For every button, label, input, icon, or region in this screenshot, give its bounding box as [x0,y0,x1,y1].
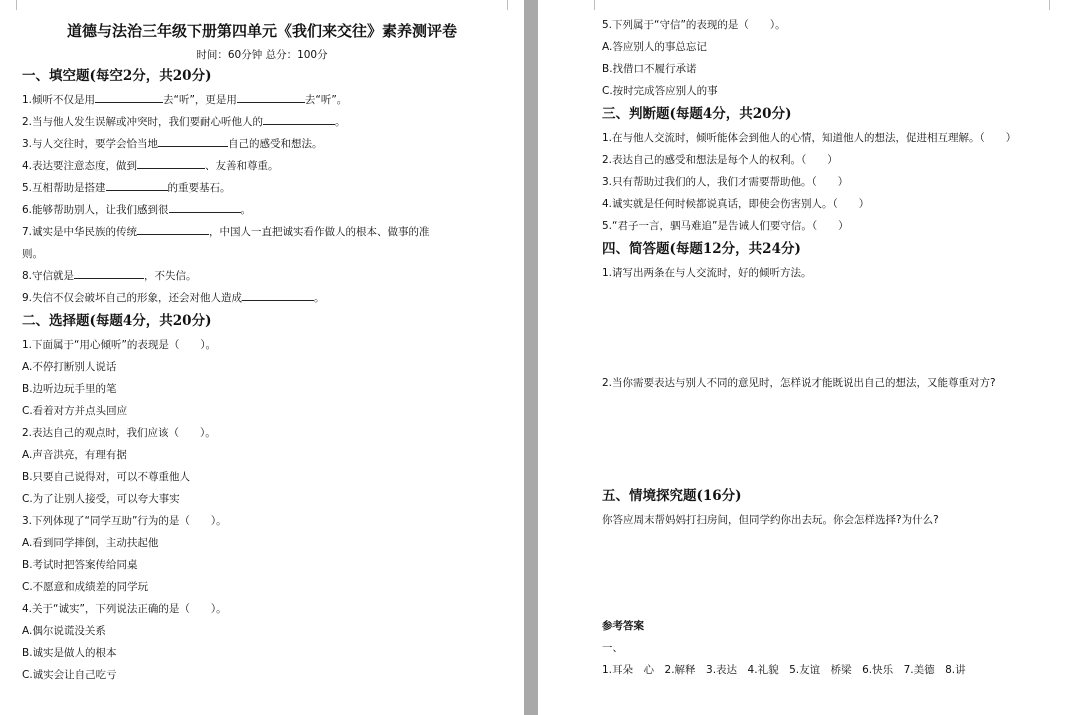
question-line: 1.倾听不仅是用 去“听”，更是用 去“听”。 [22,89,502,111]
question-line: 5.下列属于“守信”的表现的是（ ）。 [602,19,786,31]
option-line: B.只要自己说得对，可以不尊重他人 [22,471,191,483]
option-line: A.声音洪亮，有理有据 [22,449,127,461]
question-line: 3.下列体现了“同学互助”行为的是（ ）。 [22,515,227,527]
answer-key-heading: 参考答案 [602,620,644,632]
question-line: 8.守信就是 ，不失信。 [22,265,502,287]
question-line: 你答应周末帮妈妈打扫房间，但同学约你出去玩。你会怎样选择?为什么? [602,514,939,526]
question-line: 4.诚实就是任何时候都说真话，即使会伤害别人。（ ） [602,198,870,210]
answer-blank [137,156,205,169]
option-line: B.找借口不履行承诺 [602,63,697,75]
question-line: 1.请写出两条在与人交流时，好的倾听方法。 [602,267,812,279]
question-line: 9.失信不仅会破坏自己的形象，还会对他人造成 。 [22,287,502,309]
answer-blank [237,90,305,103]
question-line: 则。 [22,248,43,260]
answer-part-label: 一、 [602,642,623,654]
question-line: 6.能够帮助别人，让我们感到很 。 [22,199,502,221]
answer-blank [106,178,168,191]
answer-blank [242,288,314,301]
answer-space [602,394,1072,484]
document-page-left [0,0,524,715]
option-line: A.偶尔说谎没关系 [22,625,106,637]
exam-title: 道德与法治三年级下册第四单元《我们来交往》素养测评卷 [66,22,457,40]
question-line: 5.“君子一言，驷马难追”是告诫人们要守信。（ ） [602,220,849,232]
option-line: A.不停打断别人说话 [22,361,117,373]
document-page-right [538,0,1080,715]
page-corner-mark [6,0,17,10]
question-line: 3.只有帮助过我们的人，我们才需要帮助他。（ ） [602,176,849,188]
section-heading-choice: 二、选择题(每题4分，共20分) [22,313,212,329]
option-line: C.按时完成答应别人的事 [602,85,718,97]
option-line: C.看着对方并点头回应 [22,405,128,417]
question-line: 4.表达要注意态度，做到 、友善和尊重。 [22,155,502,177]
option-line: C.不愿意和成绩差的同学玩 [22,581,149,593]
question-line: 5.互相帮助是搭建 的重要基石。 [22,177,502,199]
page-gap [524,0,538,715]
section-heading-short-answer: 四、简答题(每题12分，共24分) [602,241,801,257]
question-line: 1.在与他人交流时，倾听能体会到他人的心情，知道他人的想法，促进相互理解。（ ） [602,132,1017,144]
question-line: 2.表达自己的观点时，我们应该（ ）。 [22,427,216,439]
option-line: A.答应别人的事总忘记 [602,41,707,53]
answer-blank [74,266,144,279]
question-line: 3.与人交往时，要学会恰当地 自己的感受和想法。 [22,133,502,155]
question-line: 7.诚实是中华民族的传统 ，中国人一直把诚实看作做人的根本、做事的准 [22,221,502,243]
page-corner-mark [1049,0,1060,10]
option-line: B.边听边玩手里的笔 [22,383,117,395]
exam-subtitle: 时间：60分钟 总分：100分 [196,49,328,61]
section-heading-fill: 一、填空题(每空2分，共20分) [22,68,212,84]
question-line: 2.当与他人发生误解或冲突时，我们要耐心听他人的 。 [22,111,502,133]
answer-blank [95,90,163,103]
question-line: 2.表达自己的感受和想法是每个人的权利。（ ） [602,154,838,166]
option-line: C.诚实会让自己吃亏 [22,669,117,681]
answer-blank [158,134,228,147]
question-line: 2.当你需要表达与别人不同的意见时，怎样说才能既说出自己的想法，又能尊重对方? [602,377,996,389]
option-line: B.诚实是做人的根本 [22,647,117,659]
answer-line: 1.耳朵 心 2.解释 3.表达 4.礼貌 5.友谊 桥梁 6.快乐 7.美德 8.讲 [602,664,966,676]
option-line: A.看到同学摔倒，主动扶起他 [22,537,159,549]
section-heading-judge: 三、判断题(每题4分，共20分) [602,106,792,122]
question-line: 4.关于“诚实”，下列说法正确的是（ ）。 [22,603,227,615]
answer-blank [137,222,209,235]
answer-space [602,284,1072,372]
answer-blank [263,112,335,125]
page-corner-mark [507,0,518,10]
answer-space [602,531,1072,615]
option-line: C.为了让别人接受，可以夸大事实 [22,493,180,505]
option-line: B.考试时把答案传给同桌 [22,559,138,571]
question-line: 1.下面属于“用心倾听”的表现是（ ）。 [22,339,217,351]
answer-blank [169,200,241,213]
page-corner-mark [584,0,595,10]
section-heading-scenario: 五、情境探究题(16分) [602,488,742,504]
